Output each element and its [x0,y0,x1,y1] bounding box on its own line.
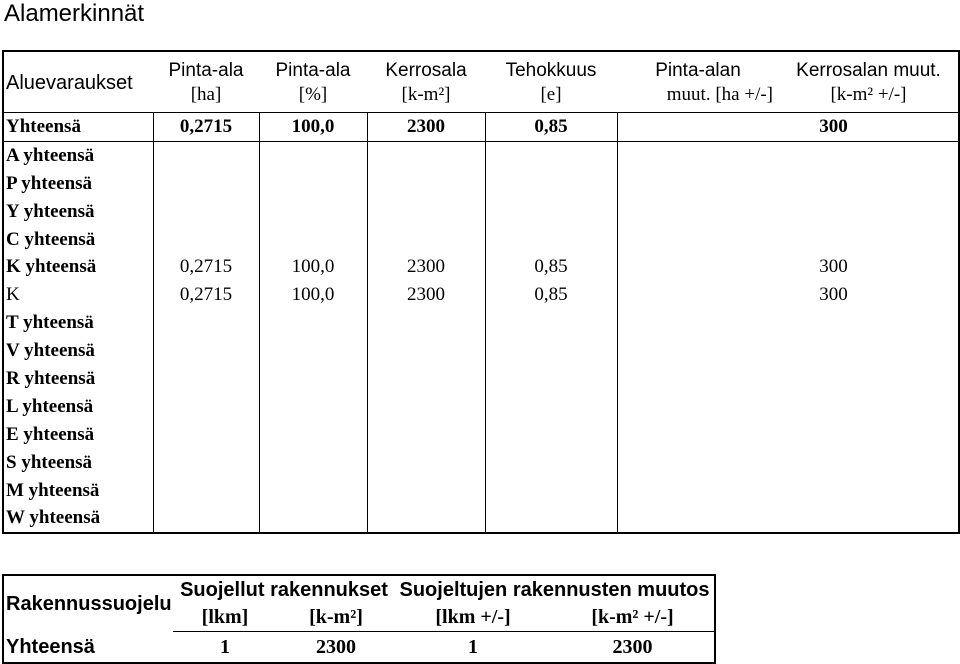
row-name: P yhteensä [3,170,153,198]
table-row [3,477,959,505]
table-row [3,253,959,281]
cell-kerrosala [367,393,485,421]
cell-pinta-alan-muutos [617,365,779,393]
row-name: R yhteensä [3,365,153,393]
table-row [3,309,959,337]
row-name: L yhteensä [3,393,153,421]
protection-total-km2-change: 2300 [612,636,653,658]
cell-pinta-ala-ha: 0,2715 [153,281,259,309]
cell-pinta-ala-ha [153,170,259,198]
cell-pinta-ala-pct [259,226,367,254]
cell-pinta-ala-ha [153,309,259,337]
cell-tehokkuus [485,337,617,365]
row-name: T yhteensä [3,309,153,337]
cell-tehokkuus [485,170,617,198]
row-name: A yhteensä [3,141,153,169]
cell-tehokkuus [485,309,617,337]
cell-pinta-alan-muutos [617,281,779,309]
cell-pinta-alan-muutos [617,141,779,169]
cell-pinta-ala-ha [153,504,259,533]
table-row [3,365,959,393]
cell-pinta-ala-ha [153,449,259,477]
cell-pinta-ala-ha [153,365,259,393]
table-row [3,141,959,169]
row-name: Yhteensä [3,113,153,142]
cell-kerrosalan-muutos [779,449,959,477]
table-row [3,170,959,198]
cell-kerrosala [367,141,485,169]
cell-pinta-ala-ha [153,198,259,226]
table-row [3,337,959,365]
cell-pinta-alan-muutos [617,253,779,281]
cell-kerrosala [367,170,485,198]
cell-pinta-ala-pct [259,393,367,421]
row-name: K yhteensä [3,253,153,281]
cell-pinta-ala-ha [153,226,259,254]
row-name: C yhteensä [3,226,153,254]
cell-kerrosala [367,504,485,533]
cell-pinta-ala-pct [259,504,367,533]
cell-tehokkuus: 0,85 [485,253,617,281]
header-lkm-change: [lkm +/-] [395,603,551,632]
cell-pinta-ala-pct [259,365,367,393]
row-name: E yhteensä [3,421,153,449]
cell-kerrosalan-muutos: 300 [779,113,959,142]
header-lkm: [lkm] [173,603,277,632]
cell-kerrosala [367,421,485,449]
cell-pinta-ala-pct [259,477,367,505]
cell-kerrosalan-muutos [779,393,959,421]
cell-tehokkuus [485,198,617,226]
table-row [3,226,959,254]
cell-pinta-ala-pct [259,421,367,449]
protection-total-lkm: 1 [220,636,230,658]
header-kerrosala: Kerrosala [k-m²] [367,51,485,113]
protection-header-row-1 [3,575,715,603]
cell-kerrosalan-muutos [779,141,959,169]
row-name: M yhteensä [3,477,153,505]
cell-tehokkuus: 0,85 [485,113,617,142]
protection-total-km2: 2300 [316,636,356,658]
protection-total-label: Yhteensä [6,635,95,658]
cell-pinta-ala-ha [153,141,259,169]
cell-pinta-ala-ha [153,477,259,505]
cell-pinta-ala-pct [259,198,367,226]
table-row [3,393,959,421]
cell-pinta-ala-ha [153,421,259,449]
cell-pinta-alan-muutos [617,309,779,337]
cell-tehokkuus [485,393,617,421]
cell-pinta-ala-ha: 0,2715 [153,113,259,142]
cell-tehokkuus [485,504,617,533]
cell-kerrosalan-muutos [779,170,959,198]
cell-kerrosalan-muutos [779,504,959,533]
cell-tehokkuus [485,477,617,505]
cell-pinta-ala-pct [259,141,367,169]
page-title: Alamerkinnät [4,0,145,27]
cell-pinta-alan-muutos [617,393,779,421]
cell-pinta-alan-muutos [617,226,779,254]
cell-kerrosalan-muutos [779,337,959,365]
cell-kerrosala [367,449,485,477]
cell-pinta-alan-muutos [617,170,779,198]
cell-kerrosalan-muutos [779,477,959,505]
protection-total-lkm-change: 1 [468,636,478,658]
building-protection-table [2,574,716,664]
cell-pinta-ala-pct: 100,0 [259,281,367,309]
header-rakennussuojelu: Rakennussuojelu [6,592,172,615]
cell-kerrosala: 2300 [367,281,485,309]
cell-kerrosalan-muutos [779,226,959,254]
cell-pinta-ala-ha [153,393,259,421]
cell-kerrosala [367,309,485,337]
cell-pinta-alan-muutos [617,337,779,365]
cell-pinta-ala-pct: 100,0 [259,113,367,142]
table-row [3,504,959,533]
header-kerrosalan-muutos: Kerrosalan muut. [k-m² +/-] [779,51,959,113]
cell-pinta-alan-muutos [617,198,779,226]
header-suojellut-rakennukset: Suojellut rakennukset [180,578,388,601]
header-pinta-ala-pct: Pinta-ala [%] [259,51,367,113]
row-name: K [3,281,153,309]
row-name: S yhteensä [3,449,153,477]
cell-kerrosalan-muutos [779,309,959,337]
row-name: V yhteensä [3,337,153,365]
cell-kerrosala: 2300 [367,113,485,142]
cell-kerrosalan-muutos [779,421,959,449]
cell-tehokkuus [485,226,617,254]
cell-tehokkuus [485,365,617,393]
header-tehokkuus: Tehokkuus [e] [485,51,617,113]
cell-kerrosalan-muutos [779,365,959,393]
cell-pinta-ala-pct [259,449,367,477]
table-row [3,281,959,309]
cell-kerrosalan-muutos [779,198,959,226]
cell-tehokkuus [485,141,617,169]
header-km2: [k-m²] [277,603,395,632]
cell-tehokkuus: 0,85 [485,281,617,309]
cell-pinta-alan-muutos [617,477,779,505]
header-km2-change: [k-m² +/-] [551,603,715,632]
table-row [3,449,959,477]
cell-pinta-alan-muutos [617,504,779,533]
cell-kerrosala [367,365,485,393]
cell-kerrosalan-muutos: 300 [819,284,848,306]
table-row [3,198,959,226]
cell-pinta-ala-ha: 0,2715 [153,253,259,281]
area-reservations-table [2,50,960,534]
header-suojeltujen-muutos: Suojeltujen rakennusten muutos [399,578,710,601]
cell-pinta-alan-muutos [617,421,779,449]
cell-pinta-ala-ha [153,337,259,365]
cell-pinta-alan-muutos [617,113,779,142]
cell-kerrosala [367,337,485,365]
header-pinta-ala-ha: Pinta-ala [ha] [153,51,259,113]
table-row [3,113,959,142]
row-name: Y yhteensä [3,198,153,226]
cell-pinta-ala-pct: 100,0 [259,253,367,281]
cell-tehokkuus [485,449,617,477]
cell-pinta-alan-muutos [617,449,779,477]
cell-pinta-ala-pct [259,170,367,198]
protection-total-row [3,632,715,664]
row-name: W yhteensä [3,504,153,533]
cell-pinta-ala-pct [259,309,367,337]
cell-kerrosala [367,477,485,505]
table-row [3,421,959,449]
cell-tehokkuus [485,421,617,449]
cell-kerrosala: 2300 [367,253,485,281]
cell-kerrosala [367,198,485,226]
area-table-header [3,51,959,113]
cell-kerrosala [367,226,485,254]
header-pinta-alan-muutos: Pinta-alan muut. [ha +/-] [617,51,779,113]
cell-kerrosalan-muutos: 300 [819,256,848,278]
cell-pinta-ala-pct [259,337,367,365]
header-aluevaraukset: Aluevaraukset [3,51,153,113]
